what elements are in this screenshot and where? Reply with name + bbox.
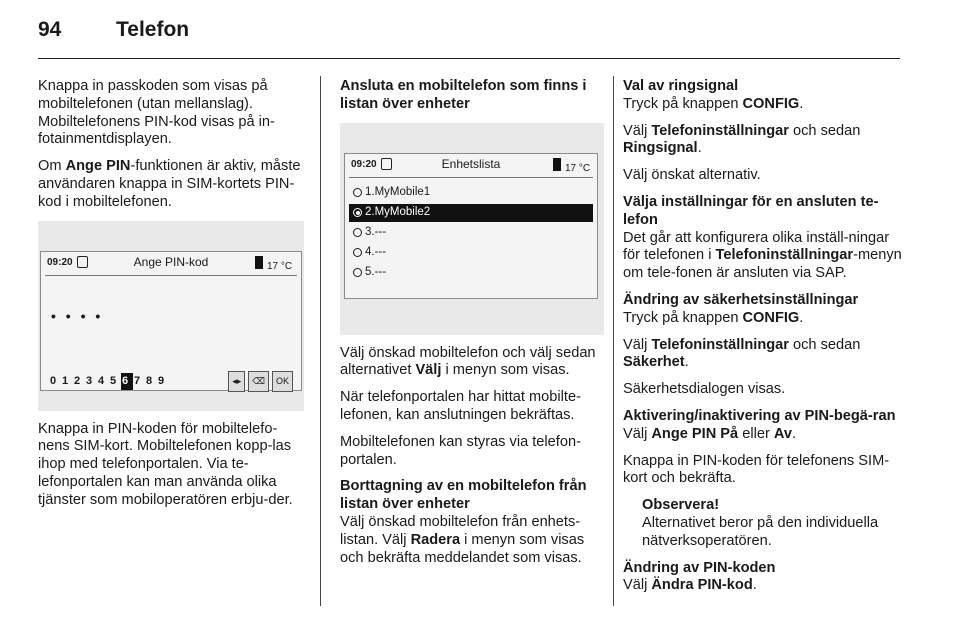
note-text: Alternativet beror på den individuella nätverksoperatören. xyxy=(642,514,879,549)
screen-title: Ange PIN-kod xyxy=(133,254,209,269)
pin-digit[interactable]: 8 xyxy=(145,374,157,387)
radio-icon xyxy=(353,228,362,237)
paragraph: Välj Ange PIN På eller Av. xyxy=(623,425,797,442)
page-title: Telefon xyxy=(116,18,190,41)
header-rule xyxy=(38,58,900,59)
pin-digit[interactable]: 1 xyxy=(61,374,73,387)
phone-battery-icon xyxy=(553,158,561,171)
radio-icon xyxy=(353,268,362,277)
page-number: 94 xyxy=(38,18,62,41)
paragraph: Om Ange PIN-funktionen är aktiv, måste användaren knappa in SIM-kortets PIN-kod i mobiltelefonen. xyxy=(38,158,301,210)
column-1 xyxy=(38,78,304,519)
device-list-label: 1.MyMobile1 xyxy=(365,185,431,198)
section-heading: Val av ringsignal xyxy=(623,78,739,94)
paragraph: Knappa in PIN-koden för telefonens SIM-kort och bekräfta. xyxy=(623,452,890,487)
column-divider-1 xyxy=(320,76,321,606)
device-list-item[interactable] xyxy=(349,224,593,242)
note-title: Observera! xyxy=(642,497,720,514)
pin-screen-figure xyxy=(38,221,304,411)
paragraph: Mobiltelefonen kan styras via telefon-portalen. xyxy=(340,433,581,468)
paragraph: Säkerhetsdialogen visas. xyxy=(623,381,786,398)
paragraph: Välj Telefoninställningar och sedan Ringsignal. xyxy=(623,122,861,157)
device-list-item[interactable] xyxy=(349,264,593,282)
clock: 09:20 xyxy=(47,256,73,268)
paragraph: Välj önskad mobiltelefon från enhets-listan. Välj Radera i menyn som visas och bekräfta meddelandet som visas. xyxy=(340,513,585,566)
pin-digit[interactable]: 9 xyxy=(157,374,169,387)
section-heading: Aktivering/inaktivering av PIN-begä-ran xyxy=(623,407,896,424)
note-box xyxy=(623,497,903,550)
radio-icon xyxy=(353,188,362,197)
paragraph: Knappa in PIN-koden för mobiltelefo-nens SIM-kort. Mobiltelefonen kopp-las ihop med telefonportalen. Via te-lefonportalen kan man använda olika tjänster som mobiloperatören erbju-der. xyxy=(38,420,293,508)
paragraph: Tryck på knappen CONFIG. xyxy=(623,309,804,326)
paragraph: Välj önskat alternativ. xyxy=(623,167,761,184)
pin-digit[interactable]: 5 xyxy=(109,374,121,387)
page-header xyxy=(38,18,189,48)
pin-control-button[interactable]: ⌫ xyxy=(248,371,269,393)
device-list-item[interactable] xyxy=(349,244,593,262)
radio-icon xyxy=(353,208,362,217)
section-heading: Ändring av PIN-koden xyxy=(623,559,776,576)
paragraph: Välj önskad mobiltelefon och välj sedan alternativet Välj i menyn som visas. xyxy=(340,344,596,379)
device-list-label: 3.--- xyxy=(365,225,387,238)
paragraph: Välj Telefoninställningar och sedan Säkerhet. xyxy=(623,336,861,371)
device-list-screen xyxy=(344,153,598,299)
paragraph: Välj Ändra PIN-kod. xyxy=(623,577,757,594)
device-list-figure xyxy=(340,123,604,335)
pin-screen xyxy=(40,251,302,391)
pin-controls[interactable] xyxy=(228,371,293,393)
pin-control-button[interactable]: OK xyxy=(272,371,293,393)
temperature: 17 °C xyxy=(565,162,591,174)
paragraph: När telefonportalen har hittat mobilte-lefonen, kan anslutningen bekräftas. xyxy=(340,389,581,423)
paragraph: Det går att konfigurera olika inställ-ningar för telefonen i Telefoninställningar-menyn om tele-fonen är ansluten via SAP. xyxy=(623,229,902,282)
section-heading: Borttagning av en mobiltelefon från listan över enheter xyxy=(340,478,587,513)
temperature: 17 °C xyxy=(267,260,293,272)
device-list-item[interactable] xyxy=(349,184,593,202)
paragraph: Knappa in passkoden som visas på mobiltelefonen (utan mellanslag). Mobiltelefonens PIN-kod visas på in-fotainmentdisplayen. xyxy=(38,78,275,148)
pin-digit[interactable]: 3 xyxy=(85,374,97,387)
phone-battery-icon xyxy=(255,256,263,269)
screen-title: Enhetslista xyxy=(441,156,501,171)
clock: 09:20 xyxy=(351,158,377,170)
device-list-item[interactable] xyxy=(349,204,593,222)
pin-digit-row[interactable] xyxy=(49,373,169,391)
device-list-label: 5.--- xyxy=(365,265,387,278)
section-heading: Välja inställningar för en ansluten te-lefon xyxy=(623,193,879,228)
pin-digit[interactable]: 7 xyxy=(133,374,145,387)
column-divider-2 xyxy=(613,76,614,606)
pin-control-button[interactable]: ◂▸ xyxy=(228,371,245,393)
section-heading: Ändring av säkerhetsinställningar xyxy=(623,291,859,308)
radio-icon xyxy=(353,248,362,257)
pin-digit[interactable]: 2 xyxy=(73,374,85,387)
pin-digit[interactable]: 6 xyxy=(121,373,133,391)
pin-digit[interactable]: 4 xyxy=(97,374,109,387)
paragraph: Tryck på knappen CONFIG. xyxy=(623,95,804,112)
pin-entry-dots: • • • • xyxy=(51,307,104,324)
device-list-label: 2.MyMobile2 xyxy=(365,205,431,218)
pin-digit[interactable]: 0 xyxy=(49,374,61,387)
section-heading: Ansluta en mobiltelefon som finns i listan över enheter xyxy=(340,78,587,112)
column-3 xyxy=(623,78,903,604)
column-2 xyxy=(340,78,604,576)
device-list-label: 4.--- xyxy=(365,245,387,258)
